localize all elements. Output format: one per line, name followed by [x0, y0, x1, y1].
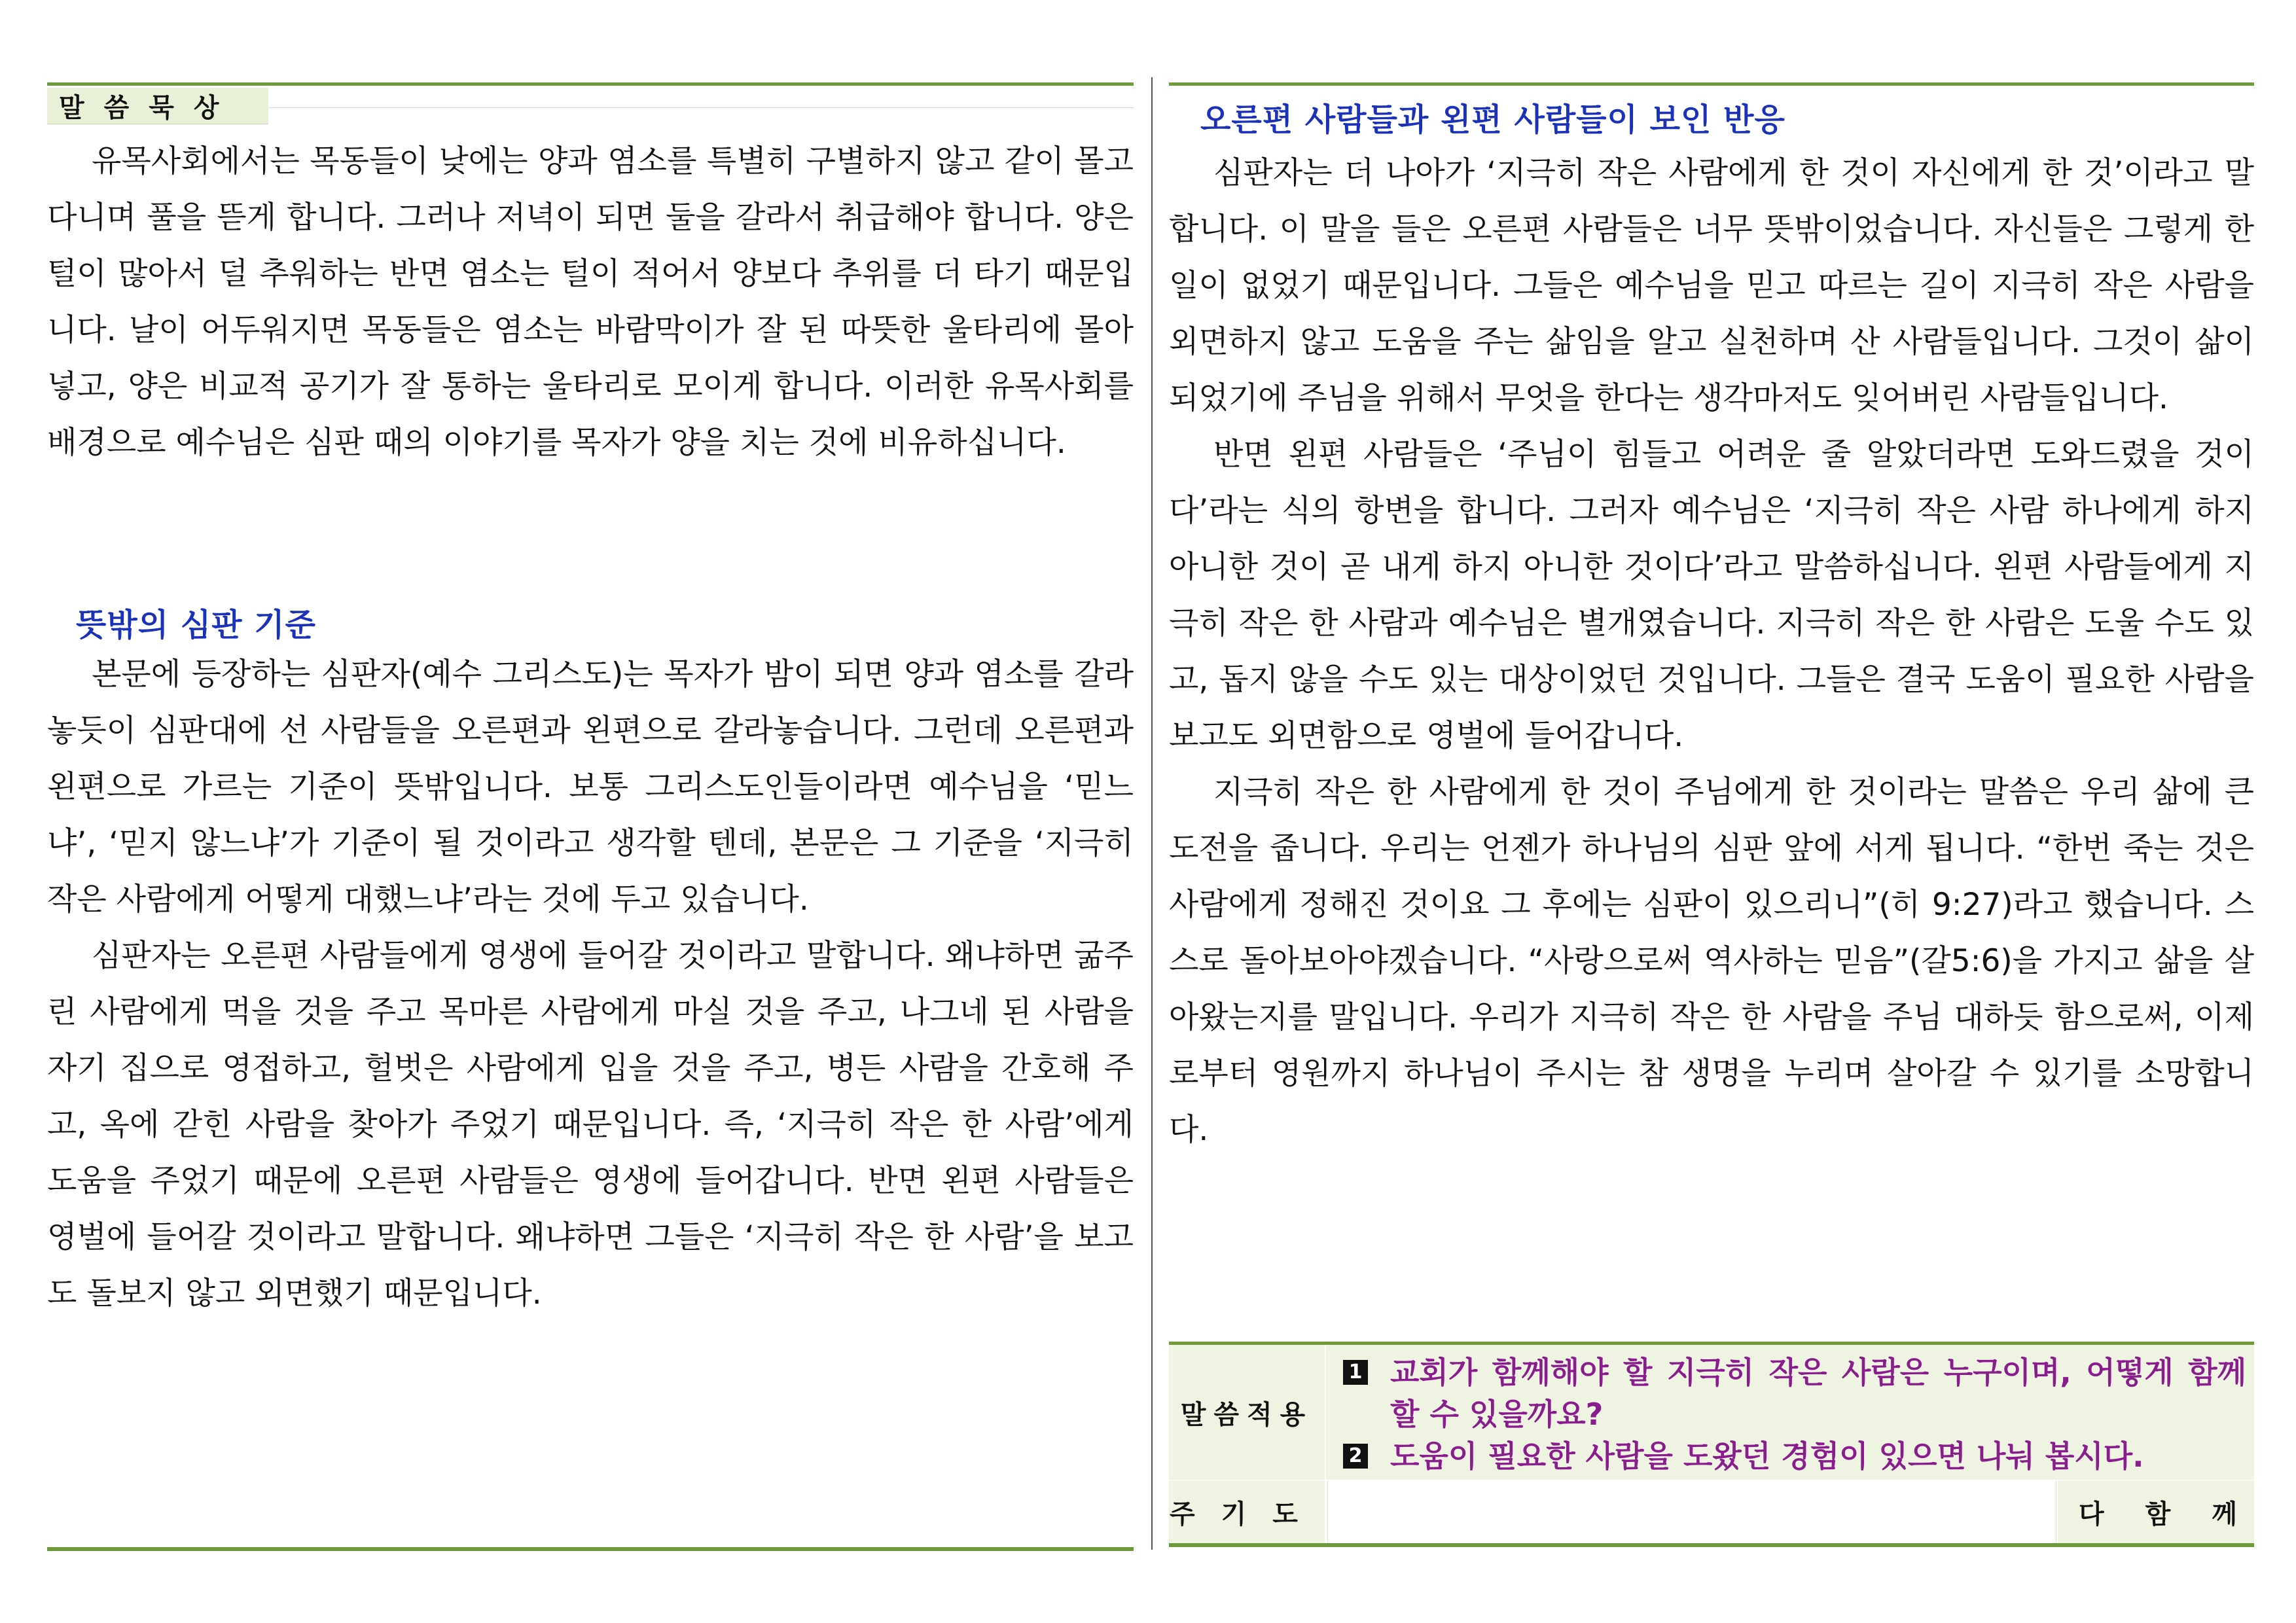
question-number-badge: 1: [1343, 1360, 1368, 1385]
left-paragraph-1: 본문에 등장하는 심판자(예수 그리스도)는 목자가 밤이 되면 양과 염소를 갈라놓듯이 심판대에 선 사람들을 오른편과 왼편으로 갈라놓습니다. 그런데 오른편과 왼편으로 가르는 기준이 뜻밖입니다. 보통 그리스도인들이라면 예수님을 ‘믿느냐’, ‘믿지 않느냐’가 기준이 될 것이라고 생각할 텐데, 본문은 그 기준을 ‘지극히 작은 사람에게 어떻게 대했느냐’라는 것에 두고 있습니다.: [47, 656, 1134, 918]
question-item: [1343, 1351, 2246, 1435]
intro-paragraph-block: [47, 134, 1134, 471]
prayer-label: 주기도: [1169, 1480, 1326, 1543]
column-divider: [1151, 77, 1153, 1550]
question-text: 교회가 함께해야 할 지극히 작은 사람은 누구이며, 어떻게 함께 할 수 있을까요?: [1390, 1355, 2246, 1432]
question-text: 도움이 필요한 사람을 도왔던 경험이 있으면 나눠 봅시다.: [1390, 1438, 2144, 1474]
right-paragraph-3: 지극히 작은 한 사람에게 한 것이 주님에게 한 것이라는 말씀은 우리 삶에 큰 도전을 줍니다. 우리는 언젠가 하나님의 심판 앞에 서게 됩니다. “한번 죽는 것은 사람에게 정해진 것이요 그 후에는 심판이 있으리니”(히 9:27)라고 했습니다. 스스로 돌아보아야겠습니다. “사랑으로써 역사하는 믿음”(갈5:6)을 가지고 삶을 살아왔는지를 말입니다. 우리가 지극히 작은 한 사람을 주님 대하듯 함으로써, 이제로부터 영원까지 하나님이 주시는 참 생명을 누리며 살아갈 수 있기를 소망합니다.: [1169, 774, 2254, 1148]
application-row: [1169, 1342, 2254, 1481]
prayer-row: [1169, 1480, 2254, 1547]
section-label: 말씀묵상: [47, 88, 268, 124]
together-char-3: 께: [2212, 1499, 2237, 1529]
right-paragraph-1: 심판자는 더 나아가 ‘지극히 작은 사람에게 한 것이 자신에게 한 것’이라고 말합니다. 이 말을 들은 오른편 사람들은 너무 뜻밖이었습니다. 자신들은 그렇게 한 일이 없었기 때문입니다. 그들은 예수님을 믿고 따르는 길이 지극히 작은 사람을 외면하지 않고 도움을 주는 삶임을 알고 실천하며 산 사람들입니다. 그것이 삶이 되었기에 주님을 위해서 무엇을 한다는 생각마저도 잊어버린 사람들입니다.: [1169, 155, 2254, 416]
left-column: [47, 82, 1134, 1551]
right-body-block: [1169, 145, 2254, 1158]
prayer-blank-cell: [1327, 1480, 2056, 1543]
top-rule: [1169, 82, 2254, 86]
right-paragraph-2: 반면 왼편 사람들은 ‘주님이 힘들고 어려운 줄 알았더라면 도와드렸을 것이다’라는 식의 항변을 합니다. 그러자 예수님은 ‘지극히 작은 사람 하나에게 하지 아니한 것이 곧 내게 하지 아니한 것이다’라고 말씀하십니다. 왼편 사람들에게 지극히 작은 한 사람과 예수님은 별개였습니다. 지극히 작은 한 사람은 도울 수도 있고, 돕지 않을 수도 있는 대상이었던 것입니다. 그들은 결국 도움이 필요한 사람을 보고도 외면함으로 영벌에 들어갑니다.: [1169, 437, 2254, 754]
bottom-rule: [47, 1547, 1134, 1551]
question-number-badge: 2: [1343, 1444, 1368, 1469]
question-list: [1343, 1351, 2246, 1477]
right-heading: 오른편 사람들과 왼편 사람들이 보인 반응: [1200, 101, 1785, 138]
left-body-block: [47, 647, 1134, 1322]
label-underline: [268, 107, 1134, 108]
left-paragraph-2: 심판자는 오른편 사람들에게 영생에 들어갈 것이라고 말합니다. 왜냐하면 굶주린 사람에게 먹을 것을 주고 목마른 사람에게 마실 것을 주고, 나그네 된 사람을 자기 집으로 영접하고, 헐벗은 사람에게 입을 것을 주고, 병든 사람을 간호해 주고, 옥에 갇힌 사람을 찾아가 주었기 때문입니다. 즉, ‘지극히 작은 한 사람’에게 도움을 주었기 때문에 오른편 사람들은 영생에 들어갑니다. 반면 왼편 사람들은 영벌에 들어갈 것이라고 말합니다. 왜냐하면 그들은 ‘지극히 작은 한 사람’을 보고도 돌보지 않고 외면했기 때문입니다.: [47, 938, 1134, 1311]
right-column: [1169, 82, 2254, 1551]
question-item: [1343, 1435, 2246, 1477]
top-rule: [47, 82, 1134, 86]
together-label: [2058, 1480, 2254, 1543]
intro-paragraph: 유목사회에서는 목동들이 낮에는 양과 염소를 특별히 구별하지 않고 같이 몰고 다니며 풀을 뜯게 합니다. 그러나 저녁이 되면 둘을 갈라서 취급해야 합니다. 양은 털이 많아서 덜 추워하는 반면 염소는 털이 적어서 양보다 추위를 더 타기 때문입니다. 날이 어두워지면 목동들은 염소는 바람막이가 잘 된 따뜻한 울타리에 몰아넣고, 양은 비교적 공기가 잘 통하는 울타리로 모이게 합니다. 이러한 유목사회를 배경으로 예수님은 심판 때의 이야기를 목자가 양을 치는 것에 비유하십니다.: [47, 143, 1134, 461]
left-heading: 뜻밖의 심판 기준: [76, 607, 316, 643]
together-char-1: 다: [2079, 1499, 2104, 1529]
together-char-2: 함: [2145, 1499, 2171, 1529]
application-table: [1169, 1342, 2254, 1547]
application-label: 말씀적용: [1169, 1345, 1326, 1480]
